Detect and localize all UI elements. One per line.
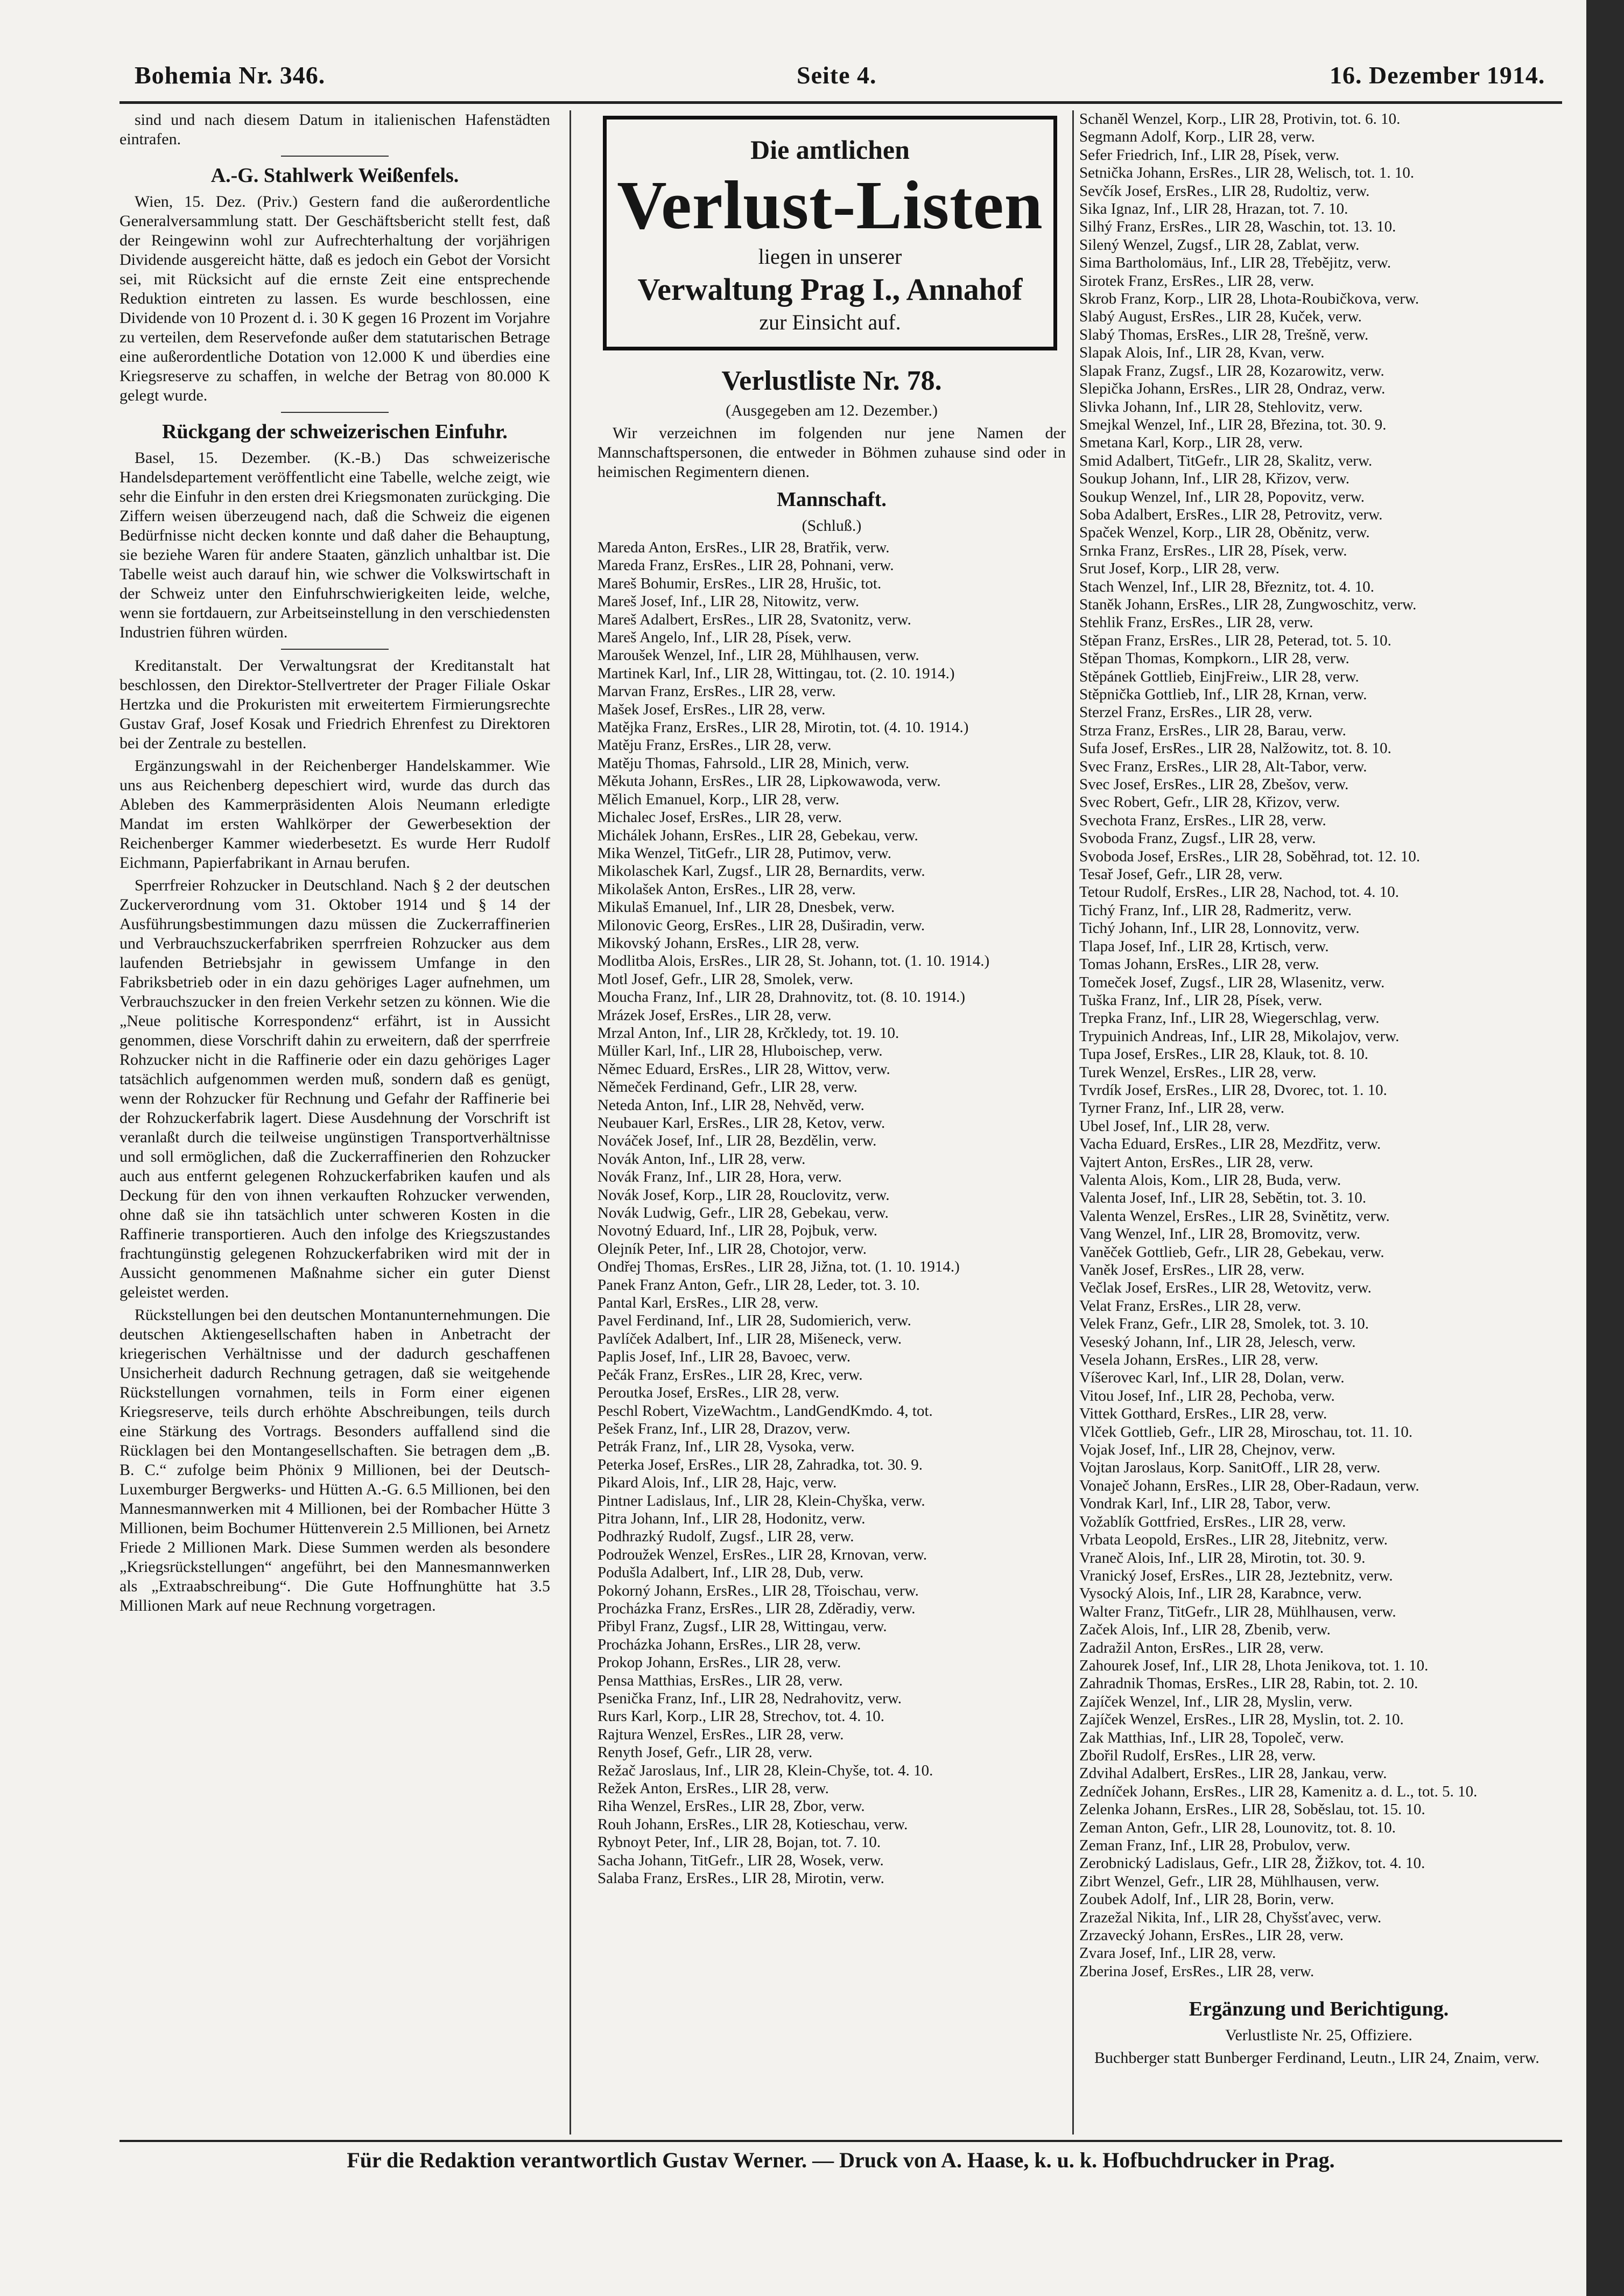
casualty-entry: Valenta Josef, Inf., LIR 28, Sebětin, tot. 3. 10. — [1079, 1189, 1367, 1207]
casualty-entry: Riha Wenzel, ErsRes., LIR 28, Zbor, verw. — [597, 1798, 865, 1815]
casualty-entry: Zeman Franz, Inf., LIR 28, Probulov, verw. — [1079, 1837, 1351, 1854]
article-paragraph: Rückstellungen bei den deutschen Montanunternehmungen. Die deutschen Aktiengesellschaften haben in Anbetracht der kriegerischen Verhältnisse und der dadurch geschaffenen Unsicherheit dadurch Rechnung getragen, daß sie weitgehende Rückstellungen vornahmen, teils in Form einer eigenen Kriegsreserve, teils durch erhöhte Abschreibungen, teils durch eine Stärkung des Vortrags. Besonders auffallend sind die Rücklagen bei den Montangesellschaften. Sie betragen dem „B. B. C.“ zufolge beim Phönix 9 Millionen, bei der Deutsch-Luxemburger Bergwerks- und Hütten A.-G. 6.5 Millionen, bei den Mannesmannwerken mit 4 Millionen, bei der Rombacher Hütte 3 Millionen, beim Bochumer Hüttenverein 2.5 Millionen, bei Arnetz Friede 2 Millionen Mark. Diese Summen werden als besondere „Kriegsrückstellungen“ angeführt, bei den Mannesmannwerken als „Extraabschreibung“. Die Gute Hoffnunghütte hat 3.5 Millionen Mark auf neue Rechnung vorgetragen. — [119, 1306, 550, 1614]
casualty-entry: Tlapa Josef, Inf., LIR 28, Krtisch, verw. — [1079, 937, 1329, 955]
casualty-entry: Valenta Wenzel, ErsRes., LIR 28, Svinětitz, verw. — [1079, 1207, 1390, 1225]
casualty-entry: Zdvihal Adalbert, ErsRes., LIR 28, Jankau, verw. — [1079, 1765, 1387, 1782]
casualty-entry: Silený Wenzel, Zugsf., LIR 28, Zablat, verw. — [1079, 236, 1360, 254]
casualty-entry: Soukup Johann, Inf., LIR 28, Křizov, verw. — [1079, 470, 1350, 488]
casualty-entry: Tomeček Josef, Zugsf., LIR 28, Wlasenitz, verw. — [1079, 973, 1385, 991]
casualty-entry: Vaněk Josef, ErsRes., LIR 28, verw. — [1079, 1261, 1305, 1279]
article-separator — [281, 156, 389, 157]
casualty-entry: Svec Franz, ErsRes., LIR 28, Alt-Tabor, verw. — [1079, 757, 1367, 775]
casualty-entry: Stěpan Franz, ErsRes., LIR 28, Peterad, tot. 5. 10. — [1079, 631, 1391, 649]
casualty-entry: Pikard Alois, Inf., LIR 28, Hajc, verw. — [597, 1474, 837, 1492]
casualty-entry: Slabý Thomas, ErsRes., LIR 28, Trešně, verw. — [1079, 326, 1369, 343]
casualty-entry: Panek Franz Anton, Gefr., LIR 28, Leder, tot. 3. 10. — [597, 1276, 920, 1294]
casualty-entry: Mika Wenzel, TitGefr., LIR 28, Putimov, verw. — [597, 844, 891, 862]
casualty-entry: Mašek Josef, ErsRes., LIR 28, verw. — [597, 700, 826, 718]
casualty-entry: Moucha Franz, Inf., LIR 28, Drahnovitz, tot. (8. 10. 1914.) — [597, 988, 965, 1006]
casualty-entry: Vojak Josef, Inf., LIR 28, Chejnov, verw. — [1079, 1441, 1335, 1459]
column-rule-2 — [1072, 110, 1074, 2134]
casualty-entry: Vonaječ Johann, ErsRes., LIR 28, Ober-Radaun, verw. — [1079, 1477, 1419, 1494]
casualty-entry: Matěju Franz, ErsRes., LIR 28, verw. — [597, 736, 832, 754]
casualty-entry: Tvrdík Josef, ErsRes., LIR 28, Dvorec, tot. 1. 10. — [1079, 1081, 1387, 1099]
casualty-entry: Novák Franz, Inf., LIR 28, Hora, verw. — [597, 1168, 842, 1186]
casualty-entry: Mareda Franz, ErsRes., LIR 28, Pohnani, verw. — [597, 557, 894, 574]
casualty-entry: Rurs Karl, Korp., LIR 28, Strechov, tot. 4. 10. — [597, 1708, 884, 1725]
casualty-entry: Smejkal Wenzel, Inf., LIR 28, Březina, tot. 30. 9. — [1079, 416, 1387, 433]
casualty-entry: Tichý Johann, Inf., LIR 28, Lonnovitz, verw. — [1079, 919, 1360, 937]
casualty-entry: Pantal Karl, ErsRes., LIR 28, verw. — [597, 1294, 819, 1312]
column-loss-list-continued — [1079, 110, 1558, 2129]
casualty-entry: Tichý Franz, Inf., LIR 28, Radmeritz, verw. — [1079, 901, 1352, 919]
casualty-entry: Sirotek Franz, ErsRes., LIR 28, verw. — [1079, 272, 1314, 290]
casualty-entry: Mareda Anton, ErsRes., LIR 28, Bratřik, verw. — [597, 539, 890, 556]
casualty-entry: Mikolaschek Karl, Zugsf., LIR 28, Bernardits, verw. — [597, 862, 925, 880]
casualty-entry: Matějka Franz, ErsRes., LIR 28, Mirotin, tot. (4. 10. 1914.) — [597, 719, 969, 736]
casualty-entry: Michálek Johann, ErsRes., LIR 28, Gebekau, verw. — [597, 826, 918, 844]
casualty-entry: Vraneč Alois, Inf., LIR 28, Mirotin, tot. 30. 9. — [1079, 1549, 1366, 1567]
casualty-entry: Novotný Eduard, Inf., LIR 28, Pojbuk, verw. — [597, 1222, 878, 1240]
casualty-entry: Sevčík Josef, ErsRes., LIR 28, Rudoltiz, verw. — [1079, 182, 1370, 200]
casualty-entry: Vang Wenzel, Inf., LIR 28, Bromovitz, verw. — [1079, 1225, 1360, 1243]
scan-border — [1586, 0, 1624, 2296]
casualty-entry: Novák Anton, Inf., LIR 28, verw. — [597, 1150, 806, 1168]
casualty-entry: Slapak Alois, Inf., LIR 28, Kvan, verw. — [1079, 344, 1325, 362]
ad-line-5: zur Einsicht auf. — [759, 310, 901, 334]
casualty-entry: Přibyl Franz, Zugsf., LIR 28, Wittingau, verw. — [597, 1618, 887, 1635]
casualty-entry: Tesař Josef, Gefr., LIR 28, verw. — [1079, 866, 1283, 883]
casualty-entry: Walter Franz, TitGefr., LIR 28, Mühlhausen, verw. — [1079, 1603, 1396, 1620]
casualty-entry: Sufa Josef, ErsRes., LIR 28, Nalžowitz, tot. 8. 10. — [1079, 740, 1391, 757]
casualty-entry: Stehlik Franz, ErsRes., LIR 28, verw. — [1079, 614, 1313, 631]
ad-line-1: Die amtlichen — [750, 135, 910, 165]
casualty-entry: Sika Ignaz, Inf., LIR 28, Hrazan, tot. 7. 10. — [1079, 200, 1348, 218]
casualty-entry: Zadražil Anton, ErsRes., LIR 28, verw. — [1079, 1639, 1324, 1656]
casualty-entry: Vojtan Jaroslaus, Korp. SanitOff., LIR 28, verw. — [1079, 1459, 1381, 1477]
article-paragraph: Kreditanstalt. Der Verwaltungsrat der Kreditanstalt hat beschlossen, den Direktor-Stellvertreter der Prager Filiale Oskar Hertzka und die Prokuristen mit erweitertem Firmierungsrechte Gustav Graf, Josef Kosak und Friedrich Ehrenfest zu Direktoren bei der Zentrale zu bestellen. — [119, 657, 550, 752]
casualty-entry: Smetana Karl, Korp., LIR 28, verw. — [1079, 434, 1303, 452]
casualty-entry: Tetour Rudolf, ErsRes., LIR 28, Nachod, tot. 4. 10. — [1079, 883, 1400, 901]
casualty-entry: Zedníček Johann, ErsRes., LIR 28, Kamenitz a. d. L., tot. 5. 10. — [1079, 1782, 1478, 1800]
casualty-entry: Setnička Johann, ErsRes., LIR 28, Welisch, tot. 1. 10. — [1079, 164, 1415, 182]
casualty-entry: Vondrak Karl, Inf., LIR 28, Tabor, verw. — [1079, 1495, 1331, 1513]
casualty-entry: Vranický Josef, ErsRes., LIR 28, Jeztebnitz, verw. — [1079, 1567, 1393, 1584]
casualty-entry: Tyrner Franz, Inf., LIR 28, verw. — [1079, 1099, 1285, 1117]
casualty-entry: Trypuinich Andreas, Inf., LIR 28, Mikolajov, verw. — [1079, 1027, 1400, 1045]
casualty-entry: Maroušek Wenzel, Inf., LIR 28, Mühlhausen, verw. — [597, 647, 919, 664]
casualty-entry: Valenta Alois, Kom., LIR 28, Buda, verw. — [1079, 1171, 1341, 1189]
casualty-entry: Mrázek Josef, ErsRes., LIR 28, verw. — [597, 1006, 832, 1024]
header-date: 16. Dezember 1914. — [1330, 61, 1545, 89]
casualty-entry: Svec Robert, Gefr., LIR 28, Křizov, verw. — [1079, 794, 1340, 811]
casualty-entry: Tomas Johann, ErsRes., LIR 28, verw. — [1079, 956, 1319, 973]
article-heading: A.-G. Stahlwerk Weißenfels. — [210, 164, 459, 187]
article-paragraph: sind und nach diesem Datum in italienischen Hafenstädten eintrafen. — [119, 111, 550, 148]
supplement-text: Buchberger statt Bunberger Ferdinand, Leutn., LIR 24, Znaim, verw. — [1094, 2049, 1539, 2067]
casualty-entry: Pavel Ferdinand, Inf., LIR 28, Sudomierich, verw. — [597, 1312, 911, 1330]
casualty-entry: Vlček Gottlieb, Gefr., LIR 28, Miroschau, tot. 11. 10. — [1079, 1423, 1413, 1441]
casualty-entry: Novák Ludwig, Gefr., LIR 28, Gebekau, verw. — [597, 1204, 889, 1222]
casualty-entry: Müller Karl, Inf., LIR 28, Hluboischep, verw. — [597, 1042, 883, 1060]
casualty-entry: Martinek Karl, Inf., LIR 28, Wittingau, tot. (2. 10. 1914.) — [597, 664, 955, 682]
casualty-entry: Neubauer Karl, ErsRes., LIR 28, Ketov, verw. — [597, 1114, 885, 1132]
casualty-entry: Rajtura Wenzel, ErsRes., LIR 28, verw. — [597, 1725, 844, 1743]
casualty-entry: Ondřej Thomas, ErsRes., LIR 28, Jižna, tot. (1. 10. 1914.) — [597, 1258, 960, 1276]
casualty-entry: Olejník Peter, Inf., LIR 28, Chotojor, verw. — [597, 1240, 867, 1258]
casualty-entry: Modlitba Alois, ErsRes., LIR 28, St. Johann, tot. (1. 10. 1914.) — [597, 952, 990, 970]
casualty-entry: Salaba Franz, ErsRes., LIR 28, Mirotin, verw. — [597, 1870, 884, 1887]
casualty-entry: Víšerovec Karl, Inf., LIR 28, Dolan, verw. — [1079, 1369, 1345, 1387]
header-issue: Bohemia Nr. 346. — [135, 61, 326, 89]
casualty-entry: Podhrazký Rudolf, Zugsf., LIR 28, verw. — [597, 1528, 854, 1546]
section-note: (Schluß.) — [802, 517, 862, 535]
casualty-entry: Pokorný Johann, ErsRes., LIR 28, Třoischau, verw. — [597, 1582, 919, 1599]
casualty-entry: Stach Wenzel, Inf., LIR 28, Březnitz, tot. 4. 10. — [1079, 578, 1374, 595]
casualty-entry: Sima Bartholomäus, Inf., LIR 28, Třebějitz, verw. — [1079, 254, 1391, 272]
casualty-entry: Zberina Josef, ErsRes., LIR 28, verw. — [1079, 1962, 1314, 1980]
casualty-entry: Matěju Thomas, Fahrsold., LIR 28, Minich, verw. — [597, 754, 910, 772]
casualty-entry: Mikulaš Emanuel, Inf., LIR 28, Dnesbek, verw. — [597, 898, 895, 916]
casualty-entry: Soba Adalbert, ErsRes., LIR 28, Petrovitz, verw. — [1079, 505, 1383, 523]
casualty-entry: Petrák Franz, Inf., LIR 28, Vysoka, verw. — [597, 1438, 855, 1456]
casualty-entry: Renyth Josef, Gefr., LIR 28, verw. — [597, 1744, 813, 1761]
casualty-entry: Režač Jaroslaus, Inf., LIR 28, Klein-Chyše, tot. 4. 10. — [597, 1761, 933, 1779]
casualty-entry: Vrbata Leopold, ErsRes., LIR 28, Jitebnitz, verw. — [1079, 1531, 1388, 1549]
casualty-entry: Turek Wenzel, ErsRes., LIR 28, verw. — [1079, 1063, 1317, 1081]
loss-list-issued: (Ausgegeben am 12. Dezember.) — [725, 402, 938, 419]
article-paragraph: Basel, 15. Dezember. (K.-B.) Das schweizerische Handelsdepartement veröffentlicht eine Tabelle, welche zeigt, wie sehr die Einfuhr in den ersten drei Kriegsmonaten zurückging. Die Ziffern weisen überzeugend nach, daß die Schweiz die eigenen Bedürfnisse nicht decken konnte und daß daher die Behauptung, sie beziehe Waren für andere Staaten, gänzlich unhaltbar ist. Die Tabelle weist auch darauf hin, wie schwer die Volkswirtschaft in der Schweiz unter den Einfuhrschwierigkeiten leide, welche, wenn sie fortdauern, zur Arbeitseinstellung in den verschiedensten Industrien führen würden. — [119, 449, 550, 641]
casualty-entry: Soukup Wenzel, Inf., LIR 28, Popovitz, verw. — [1079, 488, 1365, 505]
casualty-entry: Motl Josef, Gefr., LIR 28, Smolek, verw. — [597, 970, 853, 988]
casualty-entry: Velek Franz, Gefr., LIR 28, Smolek, tot. 3. 10. — [1079, 1315, 1369, 1333]
casualty-entry: Veseský Johann, Inf., LIR 28, Jelesch, verw. — [1079, 1333, 1356, 1351]
casualty-entry: Mělich Emanuel, Korp., LIR 28, verw. — [597, 790, 840, 808]
casualty-entry: Mareš Josef, Inf., LIR 28, Nitowitz, verw. — [597, 593, 860, 610]
casualty-entry: Večlak Josef, ErsRes., LIR 28, Wetovitz, verw. — [1079, 1279, 1372, 1297]
casualty-entry: Pintner Ladislaus, Inf., LIR 28, Klein-Chyška, verw. — [597, 1492, 925, 1509]
casualty-entry: Tuška Franz, Inf., LIR 28, Písek, verw. — [1079, 991, 1323, 1009]
ad-line-4: Verwaltung Prag I., Annahof — [637, 272, 1023, 307]
supplement-subtitle: Verlustliste Nr. 25, Offiziere. — [1225, 2026, 1412, 2045]
casualty-entry: Svec Josef, ErsRes., LIR 28, Zbešov, verw. — [1079, 776, 1349, 794]
casualty-entry: Svoboda Josef, ErsRes., LIR 28, Soběhrad, tot. 12. 10. — [1079, 847, 1421, 865]
casualty-entry: Michalec Josef, ErsRes., LIR 28, verw. — [597, 809, 842, 826]
article-paragraph: Wien, 15. Dez. (Priv.) Gestern fand die außerordentliche Generalversammlung statt. Der Geschäftsbericht stellt fest, daß der Reingewinn wohl zur Aufrechterhaltung der vorjährigen Dividende ausgereicht hätte, daß es jedoch ein Gebot der Vorsicht sei, mit Rücksicht auf die ernste Zeit eine entsprechende Reduktion eintreten zu lassen. Es wurde beschlossen, eine Dividende von 10 Prozent d. i. 30 K gegen 16 Prozent im Vorjahre zu verteilen, dem Reservefonde außer dem statutarischen Betrage eine außerordentliche Dotation von 12.000 K und überdies eine Kriegsreserve zu schaffen, in welche der Betrag von 80.000 K gelegt wurde. — [119, 193, 550, 404]
casualty-entry: Peterka Josef, ErsRes., LIR 28, Zahradka, tot. 30. 9. — [597, 1456, 923, 1473]
casualty-entry: Němec Eduard, ErsRes., LIR 28, Wittov, verw. — [597, 1060, 890, 1078]
casualty-entry: Pešek Franz, Inf., LIR 28, Drazov, verw. — [597, 1420, 850, 1437]
casualty-entry: Zahourek Josef, Inf., LIR 28, Lhota Jenikova, tot. 1. 10. — [1079, 1656, 1429, 1674]
ad-line-3: liegen in unserer — [758, 244, 902, 269]
casualty-entry: Peschl Robert, VizeWachtm., LandGendKmdo. 4, tot. — [597, 1402, 933, 1420]
casualty-entry: Skrob Franz, Korp., LIR 28, Lhota-Roubičkova, verw. — [1079, 290, 1419, 308]
article-paragraph: Sperrfreier Rohzucker in Deutschland. Nach § 2 der deutschen Zuckerverordnung vom 31. Oktober 1914 und § 14 der Ausführungsbestimmungen dazu müssen die Zuckerraffinerien und Verbrauchszuckerfabriken sperrfreien Rohzucker aus dem laufenden Betriebsjahr in gewissem Umfange in den Fabriksbetrieb oder in ein dazu gehöriges Lager aufnehmen, um Verbrauchszucker in den freien Verkehr setzen zu können. Wie die „Neue politische Korrespondenz“ erfährt, ist in Aussicht genommen, diese Vorschrift dahin zu erweitern, daß der sperrfreie Rohzucker nicht in die Raffinerie oder ein dazu gehöriges Lager tatsächlich aufgenommen werden muß, sondern daß es genügt, wenn der Rohzucker für Rechnung und Gefahr der Raffinerie bei der Rohzuckerfabrik lagert. Diese Ausdehnung der Vorschrift ist veranlaßt durch die teilweise ungünstigen Transportverhältnisse und soll ermöglichen, daß die Zuckerraffinerien den Rohzucker auch aus entfernt gelegenen Rohzuckerfabriken kaufen und als Deckung für den von ihnen verkauften Rohzucker verwenden, ohne daß sie ihn tatsächlich unter schweren Kosten in die Raffinerie transportieren. Auch den infolge des Kriegszustandes frachtungünstig gelegenen Rohzuckerfabriken wird mit der in Aussicht genommenen Maßnahme sicher ein guter Dienst geleistet werden. — [119, 876, 550, 1301]
casualty-entry: Podroužek Wenzel, ErsRes., LIR 28, Krnovan, verw. — [597, 1546, 927, 1563]
casualty-entry: Sefer Friedrich, Inf., LIR 28, Písek, verw. — [1079, 146, 1339, 164]
casualty-entry: Pensa Matthias, ErsRes., LIR 28, verw. — [597, 1672, 843, 1689]
casualty-entry: Srut Josef, Korp., LIR 28, verw. — [1079, 560, 1279, 578]
loss-list-intro: Wir verzeichnen im folgenden nur jene Namen der Mannschaftspersonen, die entweder in Böhmen zuhause sind oder in heimischen Regimentern dienen. — [597, 424, 1066, 481]
section-heading: Mannschaft. — [777, 488, 887, 511]
supplement-title: Ergänzung und Berichtigung. — [1189, 1998, 1449, 2021]
casualty-entry: Slabý August, ErsRes., LIR 28, Kuček, verw. — [1079, 308, 1362, 326]
casualty-entry: Zrzavecký Johann, ErsRes., LIR 28, verw. — [1079, 1927, 1344, 1944]
casualty-entry: Procházka Johann, ErsRes., LIR 28, verw. — [597, 1635, 861, 1653]
casualty-entry: Tupa Josef, ErsRes., LIR 28, Klauk, tot. 8. 10. — [1079, 1045, 1369, 1063]
header-rule — [119, 101, 1562, 104]
casualty-entry: Pečák Franz, ErsRes., LIR 28, Krec, verw. — [597, 1366, 863, 1384]
casualty-entry: Vitou Josef, Inf., LIR 28, Pechoba, verw. — [1079, 1387, 1335, 1405]
article-separator — [281, 412, 389, 413]
casualty-entry: Zoubek Adolf, Inf., LIR 28, Borin, verw. — [1079, 1891, 1334, 1908]
footer-rule — [119, 2140, 1562, 2142]
header-page: Seite 4. — [797, 61, 877, 89]
casualty-entry: Zbořil Rudolf, ErsRes., LIR 28, verw. — [1079, 1746, 1316, 1764]
casualty-entry: Paplis Josef, Inf., LIR 28, Bavoec, verw. — [597, 1348, 851, 1366]
casualty-entry: Slivka Johann, Inf., LIR 28, Stehlovitz, verw. — [1079, 398, 1363, 416]
casualty-entry: Novák Josef, Korp., LIR 28, Rouclovitz, verw. — [597, 1186, 890, 1204]
casualty-entry: Vožablík Gottfried, ErsRes., LIR 28, verw. — [1079, 1513, 1346, 1530]
casualty-entry: Mikolašek Anton, ErsRes., LIR 28, verw. — [597, 880, 856, 898]
casualty-entry: Spaček Wenzel, Korp., LIR 28, Oběnitz, verw. — [1079, 524, 1370, 542]
casualty-entry: Milonovic Georg, ErsRes., LIR 28, Duširadin, verw. — [597, 916, 925, 934]
casualty-entry: Mareš Adalbert, ErsRes., LIR 28, Svatonitz, verw. — [597, 610, 911, 628]
casualty-entry: Mikovský Johann, ErsRes., LIR 28, verw. — [597, 934, 860, 952]
casualty-entry: Zeman Anton, Gefr., LIR 28, Lounovitz, tot. 8. 10. — [1079, 1818, 1396, 1836]
casualty-entry: Schaněl Wenzel, Korp., LIR 28, Protivin, tot. 6. 10. — [1079, 110, 1401, 128]
casualty-entry: Zelenka Johann, ErsRes., LIR 28, Soběslau, tot. 15. 10. — [1079, 1801, 1425, 1818]
casualty-entry: Pavlíček Adalbert, Inf., LIR 28, Mišeneck, verw. — [597, 1330, 902, 1347]
casualty-entry: Začek Alois, Inf., LIR 28, Zbenib, verw. — [1079, 1621, 1331, 1639]
casualty-entry: Podušla Adalbert, Inf., LIR 28, Dub, verw. — [597, 1564, 864, 1582]
casualty-entry: Mrzal Anton, Inf., LIR 28, Krčkledy, tot. 19. 10. — [597, 1024, 899, 1042]
casualty-list-b — [1079, 110, 1558, 1981]
casualty-entry: Zajíček Wenzel, ErsRes., LIR 28, Myslin, tot. 2. 10. — [1079, 1711, 1404, 1729]
casualty-entry: Trepka Franz, Inf., LIR 28, Wiegerschlag, verw. — [1079, 1009, 1380, 1027]
casualty-entry: Sterzel Franz, ErsRes., LIR 28, verw. — [1079, 704, 1313, 721]
casualty-entry: Zahradnik Thomas, ErsRes., LIR 28, Rabin, tot. 2. 10. — [1079, 1675, 1418, 1693]
casualty-entry: Staněk Johann, ErsRes., LIR 28, Zungwoschitz, verw. — [1079, 595, 1417, 613]
casualty-entry: Marvan Franz, ErsRes., LIR 28, verw. — [597, 683, 836, 700]
casualty-entry: Stěpánek Gottlieb, EinjFreiw., LIR 28, verw. — [1079, 668, 1359, 685]
casualty-entry: Stěpnička Gottlieb, Inf., LIR 28, Krnan, verw. — [1079, 686, 1367, 703]
casualty-entry: Vajtert Anton, ErsRes., LIR 28, verw. — [1079, 1153, 1313, 1171]
casualty-entry: Zibrt Wenzel, Gefr., LIR 28, Mühlhausen, verw. — [1079, 1872, 1380, 1890]
casualty-entry: Peroutka Josef, ErsRes., LIR 28, verw. — [597, 1384, 840, 1402]
article-paragraph: Ergänzungswahl in der Reichenberger Handelskammer. Wie uns aus Reichenberg depeschiert wird, wurde das durch das Ableben des Kammerpräsidenten Alois Neumann erledigte Mandat im ersten Wahlkörper der Gewerbesektion der Reichenberger Kammer wiederbesetzt. Es wurde Herr Rudolf Eichmann, Papierfabrikant in Arnau berufen. — [119, 757, 550, 872]
casualty-entry: Pitra Johann, Inf., LIR 28, Hodonitz, verw. — [597, 1509, 866, 1527]
casualty-entry: Silhý Franz, ErsRes., LIR 28, Waschin, tot. 13. 10. — [1079, 218, 1396, 236]
casualty-entry: Vysocký Alois, Inf., LIR 28, Karabnce, verw. — [1079, 1585, 1362, 1603]
article-separator — [281, 649, 389, 650]
casualty-entry: Zajíček Wenzel, Inf., LIR 28, Myslin, verw. — [1079, 1693, 1353, 1710]
column-loss-list — [597, 110, 1066, 2129]
casualty-entry: Němeček Ferdinand, Gefr., LIR 28, verw. — [597, 1078, 857, 1096]
advertisement-box — [603, 116, 1057, 350]
casualty-entry: Vesela Johann, ErsRes., LIR 28, verw. — [1079, 1351, 1319, 1369]
casualty-entry: Slapak Franz, Zugsf., LIR 28, Kozarowitz, verw. — [1079, 362, 1384, 380]
article-heading: Rückgang der schweizerischen Einfuhr. — [162, 420, 508, 443]
column-rule-1 — [570, 110, 571, 2134]
casualty-entry: Velat Franz, ErsRes., LIR 28, verw. — [1079, 1297, 1302, 1315]
loss-list-title: Verlustliste Nr. 78. — [721, 366, 942, 396]
casualty-entry: Smid Adalbert, TitGefr., LIR 28, Skalitz, verw. — [1079, 452, 1373, 469]
casualty-entry: Měkuta Johann, ErsRes., LIR 28, Lipkowawoda, verw. — [597, 773, 941, 790]
casualty-entry: Vaněček Gottlieb, Gefr., LIR 28, Gebekau, verw. — [1079, 1243, 1384, 1261]
casualty-entry: Stěpan Thomas, Kompkorn., LIR 28, verw. — [1079, 650, 1349, 668]
column-business-news — [119, 110, 550, 2129]
casualty-entry: Srnka Franz, ErsRes., LIR 28, Písek, verw. — [1079, 542, 1347, 559]
casualty-entry: Zerobnický Ladislaus, Gefr., LIR 28, Žižkov, tot. 4. 10. — [1079, 1855, 1425, 1872]
casualty-entry: Psenička Franz, Inf., LIR 28, Nedrahovitz, verw. — [597, 1690, 902, 1707]
casualty-entry: Režek Anton, ErsRes., LIR 28, verw. — [597, 1780, 829, 1798]
casualty-entry: Zvara Josef, Inf., LIR 28, verw. — [1079, 1944, 1276, 1962]
casualty-entry: Slepička Johann, ErsRes., LIR 28, Ondraz, verw. — [1079, 380, 1386, 398]
casualty-entry: Svechota Franz, ErsRes., LIR 28, verw. — [1079, 811, 1326, 829]
casualty-entry: Strza Franz, ErsRes., LIR 28, Barau, verw. — [1079, 721, 1346, 739]
imprint-footer: Für die Redaktion verantwortlich Gustav Werner. — Druck von A. Haase, k. u. k. Hofbuchdrucker in Prag. — [347, 2148, 1335, 2172]
casualty-entry: Vacha Eduard, ErsRes., LIR 28, Mezdřitz, verw. — [1079, 1135, 1381, 1153]
casualty-entry: Rybnoyt Peter, Inf., LIR 28, Bojan, tot. 7. 10. — [597, 1834, 881, 1851]
casualty-entry: Sacha Johann, TitGefr., LIR 28, Wosek, verw. — [597, 1851, 884, 1869]
casualty-list-a — [597, 539, 1066, 1887]
casualty-entry: Neteda Anton, Inf., LIR 28, Nehvěd, verw. — [597, 1096, 864, 1114]
casualty-entry: Prokop Johann, ErsRes., LIR 28, verw. — [597, 1654, 841, 1672]
casualty-entry: Vittek Gotthard, ErsRes., LIR 28, verw. — [1079, 1405, 1327, 1423]
casualty-entry: Zrazežal Nikita, Inf., LIR 28, Chyšsťavec, verw. — [1079, 1908, 1382, 1926]
casualty-entry: Procházka Franz, ErsRes., LIR 28, Zděradiy, verw. — [597, 1599, 916, 1617]
casualty-entry: Rouh Johann, ErsRes., LIR 28, Kotieschau, verw. — [597, 1815, 908, 1833]
casualty-entry: Svoboda Franz, Zugsf., LIR 28, verw. — [1079, 830, 1316, 847]
casualty-entry: Ubel Josef, Inf., LIR 28, verw. — [1079, 1117, 1270, 1135]
casualty-entry: Zak Matthias, Inf., LIR 28, Topoleč, verw. — [1079, 1729, 1344, 1746]
casualty-entry: Segmann Adolf, Korp., LIR 28, verw. — [1079, 128, 1315, 146]
casualty-entry: Mareš Angelo, Inf., LIR 28, Písek, verw. — [597, 629, 852, 647]
casualty-entry: Mareš Bohumir, ErsRes., LIR 28, Hrušic, tot. — [597, 574, 882, 592]
casualty-entry: Nováček Josef, Inf., LIR 28, Bezdělin, verw. — [597, 1132, 877, 1150]
ad-title: Verlust-Listen — [617, 167, 1043, 243]
